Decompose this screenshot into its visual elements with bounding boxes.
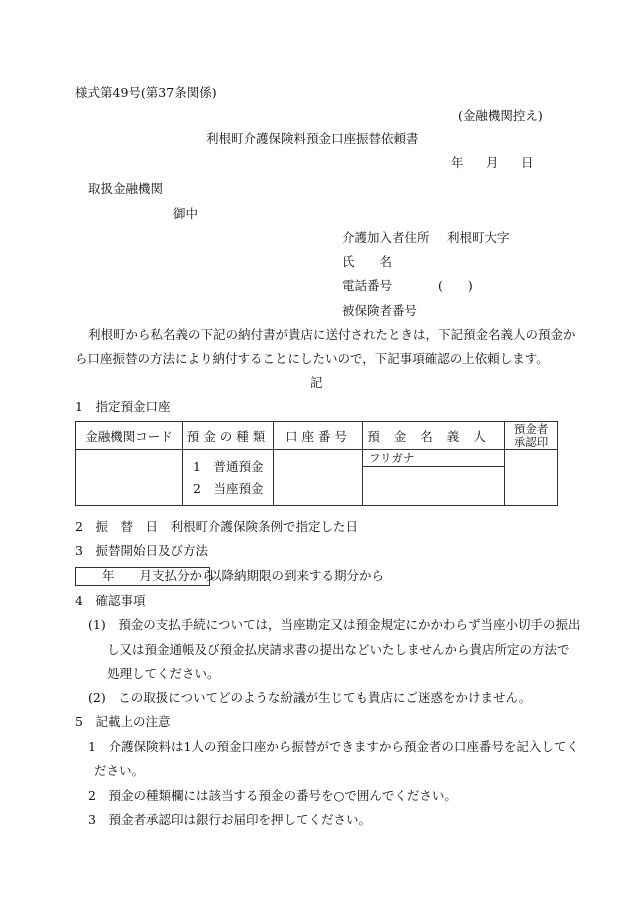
- onchu-label: 御中: [173, 206, 199, 221]
- phone-parens: ( ): [438, 278, 473, 293]
- confirm-item-1-line-3: 処理してください。: [107, 666, 220, 681]
- insured-number-label: 被保険者番号: [342, 303, 418, 318]
- approval-seal-cell[interactable]: [505, 450, 558, 506]
- date-year-label: 年: [451, 155, 464, 170]
- body-line-2: ら口座振替の方法により納付することにしたいので，下記事項確認の上依頼します。: [75, 351, 549, 366]
- header-account-number: 口座番号: [274, 422, 363, 450]
- header-account-holder: 預金名義人: [363, 422, 505, 450]
- date-day-label: 日: [521, 155, 534, 170]
- header-bank-code: 金融機関コード: [76, 422, 183, 450]
- name-label: 氏 名: [342, 254, 393, 269]
- section-3-title: 3 振替開始日及び方法: [75, 543, 208, 558]
- header-deposit-type: 預金の種類: [183, 422, 274, 450]
- section-2-title: 2 振 替 日 利根町介護保険条例で指定した日: [75, 519, 358, 534]
- form-number: 様式第49号(第37条関係): [75, 85, 217, 100]
- document-title: 利根町介護保険料預金口座振替依頼書: [206, 131, 419, 146]
- bank-label: 取扱金融機関: [88, 181, 164, 196]
- note-3: 3 預金者承認印は銀行お届印を押してください。: [88, 812, 371, 827]
- body-line-1: 利根町から私名義の下記の納付書が貴店に送付されたときは，下記預金名義人の預金か: [88, 327, 576, 342]
- start-period-text: 年 月支払分から: [102, 568, 215, 583]
- note-1-line-2: ださい。: [94, 763, 145, 778]
- start-period-after: 以降納期限の到来する期分から: [209, 568, 385, 583]
- phone-label: 電話番号: [342, 278, 393, 293]
- confirm-item-2: (2) この取扱についてどのような紛議が生じても貴店にご迷惑をかけません。: [88, 690, 532, 705]
- section-5-title: 5 記載上の注意: [75, 714, 171, 729]
- furigana-label: フリガナ: [363, 450, 504, 467]
- deposit-type-cell[interactable]: [183, 450, 274, 506]
- date-month-label: 月: [486, 155, 499, 170]
- address-value: 利根町大字: [447, 230, 510, 245]
- confirm-item-1-line-2: し又は預金通帳及び預金払戻請求書の提出などいたしませんから貴店所定の方法で: [107, 642, 570, 657]
- ki-label: 記: [310, 375, 323, 390]
- bank-code-cell[interactable]: [76, 450, 183, 506]
- approval-seal-line-1: 預金者: [513, 421, 549, 436]
- deposit-type-ordinary[interactable]: 1 普通預金: [193, 458, 264, 474]
- section-1-title: 1 指定預金口座: [75, 399, 171, 414]
- section-4-title: 4 確認事項: [75, 593, 146, 608]
- deposit-type-current[interactable]: 2 当座預金: [193, 480, 264, 496]
- note-2: 2 預金の種類欄には該当する預金の番号を○で囲んでください。: [88, 788, 457, 803]
- note-1-line-1: 1 介護保険料は1人の預金口座から振替ができますから預金者の口座番号を記入してく: [88, 739, 579, 754]
- address-label: 介護加入者住所: [342, 230, 430, 245]
- copy-note: (金融機関控え): [458, 108, 543, 123]
- header-approval-seal: [505, 422, 558, 450]
- approval-seal-line-2: 承認印: [513, 434, 549, 449]
- account-table-header: [76, 422, 558, 450]
- account-table-row: [76, 450, 558, 506]
- confirm-item-1-line-1: (1) 預金の支払手続については，当座勘定又は預金規定にかかわらず当座小切手の振出: [88, 617, 581, 632]
- account-number-cell[interactable]: [274, 450, 363, 506]
- account-holder-cell[interactable]: [363, 450, 505, 506]
- account-table: [75, 421, 558, 506]
